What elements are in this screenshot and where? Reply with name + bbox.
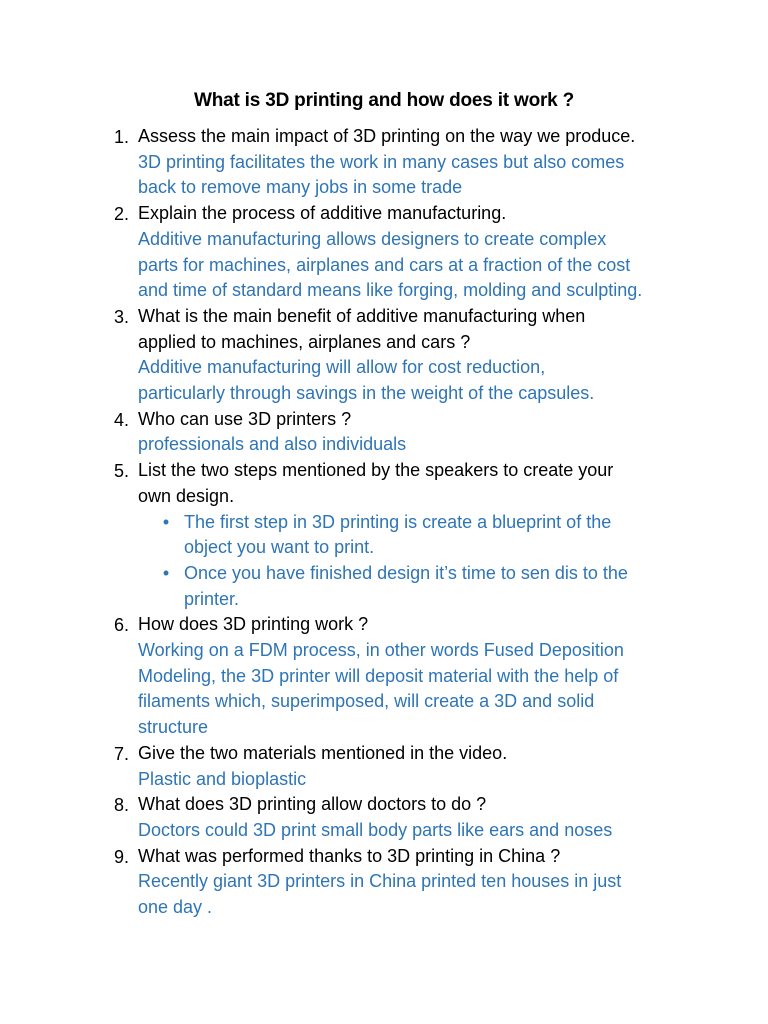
answer-line: Recently giant 3D printers in China printed ten houses in just	[138, 871, 622, 892]
bullet-line: object you want to print.	[184, 537, 375, 558]
answer-line: professionals and also individuals	[138, 434, 407, 455]
item-number: 7.	[114, 743, 130, 764]
item-number: 5.	[114, 461, 130, 482]
question-line: What is the main benefit of additive manufacturing when	[138, 305, 586, 326]
question-text	[138, 458, 698, 509]
question-text: What was performed thanks to 3D printing in China ?	[138, 845, 561, 866]
answer-text	[138, 869, 698, 920]
answer-line: structure	[138, 717, 209, 738]
answer-line: filaments which, superimposed, will create a 3D and solid	[138, 691, 595, 712]
answer-line: Modeling, the 3D printer will deposit material with the help of	[138, 665, 619, 686]
answer-text	[138, 767, 698, 793]
answer-line: Additive manufacturing will allow for cost reduction,	[138, 357, 546, 378]
item-number: 1.	[114, 127, 130, 147]
answer-text	[138, 432, 698, 458]
question-line: applied to machines, airplanes and cars ?	[138, 331, 471, 352]
list-item	[0, 612, 768, 741]
answer-line: back to remove many jobs in some trade	[138, 177, 463, 198]
item-number: 4.	[114, 409, 130, 430]
list-item	[0, 407, 768, 458]
answer-text	[138, 355, 698, 406]
answer-line: parts for machines, airplanes and cars at a fraction of the cost	[138, 254, 631, 275]
answer-line: Working on a FDM process, in other words Fused Deposition	[138, 640, 624, 661]
list-item	[0, 124, 768, 201]
list-item	[0, 792, 768, 843]
answer-line: Doctors could 3D print small body parts like ears and noses	[138, 819, 613, 840]
answer-text	[138, 818, 698, 844]
answer-text	[138, 227, 698, 304]
item-number: 3.	[114, 306, 130, 327]
answer-line: Plastic and bioplastic	[138, 768, 307, 789]
list-item	[0, 741, 768, 792]
bullet-line: printer.	[184, 588, 240, 609]
bullet-icon: •	[162, 562, 170, 583]
list-item	[0, 304, 768, 407]
question-text: Who can use 3D printers ?	[138, 408, 352, 429]
list-item	[0, 201, 768, 304]
question-line: own design.	[138, 485, 235, 506]
document-title: What is 3D printing and how does it work ?	[193, 90, 575, 111]
answer-line: 3D printing facilitates the work in many cases but also comes	[138, 151, 625, 172]
question-text: Give the two materials mentioned in the video.	[138, 742, 508, 763]
bullet-list	[0, 510, 768, 613]
bullet-item	[162, 510, 664, 561]
answer-text	[138, 150, 698, 201]
question-text: What does 3D printing allow doctors to do ?	[138, 794, 487, 815]
question-text	[138, 304, 698, 355]
question-text: Explain the process of additive manufacturing.	[138, 203, 507, 224]
bullet-line: Once you have finished design it’s time to sen dis to the	[184, 562, 628, 583]
item-number: 6.	[114, 615, 130, 636]
bullet-item	[162, 561, 664, 612]
bullet-icon: •	[162, 511, 170, 532]
answer-line: particularly through savings in the weight of the capsules.	[138, 383, 595, 404]
question-text: How does 3D printing work ?	[138, 614, 369, 635]
bullet-line: The first step in 3D printing is create a blueprint of the	[184, 511, 612, 532]
question-text: Assess the main impact of 3D printing on the way we produce.	[138, 126, 636, 146]
item-number: 2.	[114, 204, 130, 225]
question-line: List the two steps mentioned by the speakers to create your	[138, 460, 614, 481]
list-item	[0, 844, 768, 921]
answer-text	[138, 638, 698, 741]
answer-line: Additive manufacturing allows designers to create complex	[138, 228, 607, 249]
answer-line: one day .	[138, 897, 213, 918]
item-number: 8.	[114, 795, 130, 816]
question-list	[0, 124, 768, 921]
item-number: 9.	[114, 846, 130, 867]
list-item	[0, 458, 768, 612]
answer-line: and time of standard means like forging, molding and sculpting.	[138, 280, 643, 301]
